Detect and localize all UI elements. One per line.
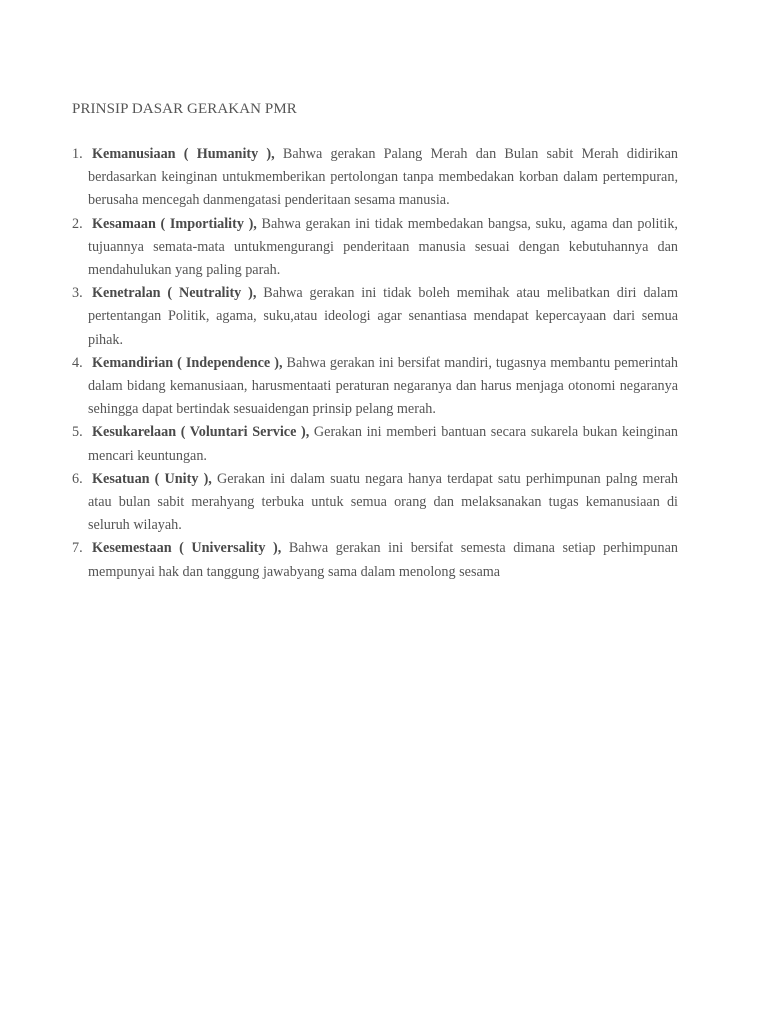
list-item	[72, 352, 678, 422]
item-number: 2.	[72, 215, 83, 232]
item-term: Kesemestaan ( Universality ),	[92, 540, 282, 557]
item-number: 5.	[72, 424, 83, 441]
list-item	[72, 537, 678, 583]
item-text: Bahwa gerakan ini tidak membedakan bangsa, suku, agama dan politik, tujuannya semata-mata untukmengurangi penderitaan manusia sesuai dengan kebutuhannya dan mendahulukan yang paling parah.	[88, 215, 678, 279]
item-number: 6.	[72, 470, 83, 487]
item-term: Kesukarelaan ( Voluntari Service ),	[92, 424, 310, 441]
item-number: 3.	[72, 285, 83, 302]
item-term: Kemanusiaan ( Humanity ),	[92, 146, 275, 162]
list-item	[72, 468, 678, 538]
item-term: Kenetralan ( Neutrality ),	[92, 285, 257, 302]
item-text: Bahwa gerakan ini bersifat semesta dimana setiap perhimpunan mempunyai hak dan tanggung jawabyang sama dalam menolong sesama	[88, 540, 678, 580]
list-item	[72, 143, 678, 213]
item-number: 7.	[72, 540, 83, 557]
item-term: Kesatuan ( Unity ),	[92, 470, 212, 487]
document-title: PRINSIP DASAR GERAKAN PMR	[72, 101, 297, 117]
item-text: Gerakan ini dalam suatu negara hanya terdapat satu perhimpunan palng merah atau bulan sabit merahyang terbuka untuk semua orang dan melaksanakan tugas kemanusiaan di seluruh wilayah.	[88, 470, 678, 534]
item-term: Kemandirian ( Independence ),	[92, 354, 283, 371]
item-number: 1.	[72, 146, 83, 162]
item-text: Bahwa gerakan Palang Merah dan Bulan sabit Merah didirikan berdasarkan keinginan untukmemberikan pertolongan tanpa membedakan korban dalam pertempuran, berusaha mencegah danmengatasi penderitaan sesama manusia.	[88, 146, 678, 209]
item-number: 4.	[72, 354, 83, 371]
item-text: Gerakan ini memberi bantuan secara sukarela bukan keinginan mencari keuntungan.	[88, 424, 678, 464]
item-text: Bahwa gerakan ini tidak boleh memihak atau melibatkan diri dalam pertentangan Politik, agama, suku,atau ideologi agar senantiasa mendapat kepercayaan dari semua pihak.	[88, 285, 679, 348]
item-term: Kesamaan ( Importiality ),	[92, 215, 257, 232]
list-item	[72, 213, 678, 283]
list-item	[72, 282, 678, 352]
item-text: Bahwa gerakan ini bersifat mandiri, tugasnya membantu pemerintah dalam bidang kemanusiaan, harusmentaati peraturan negaranya dan harus menjaga otonomi negaranya sehingga dapat bertindak sesuaidengan prinsip pelang merah.	[88, 354, 678, 418]
principles-list	[72, 143, 678, 584]
list-item	[72, 421, 678, 467]
